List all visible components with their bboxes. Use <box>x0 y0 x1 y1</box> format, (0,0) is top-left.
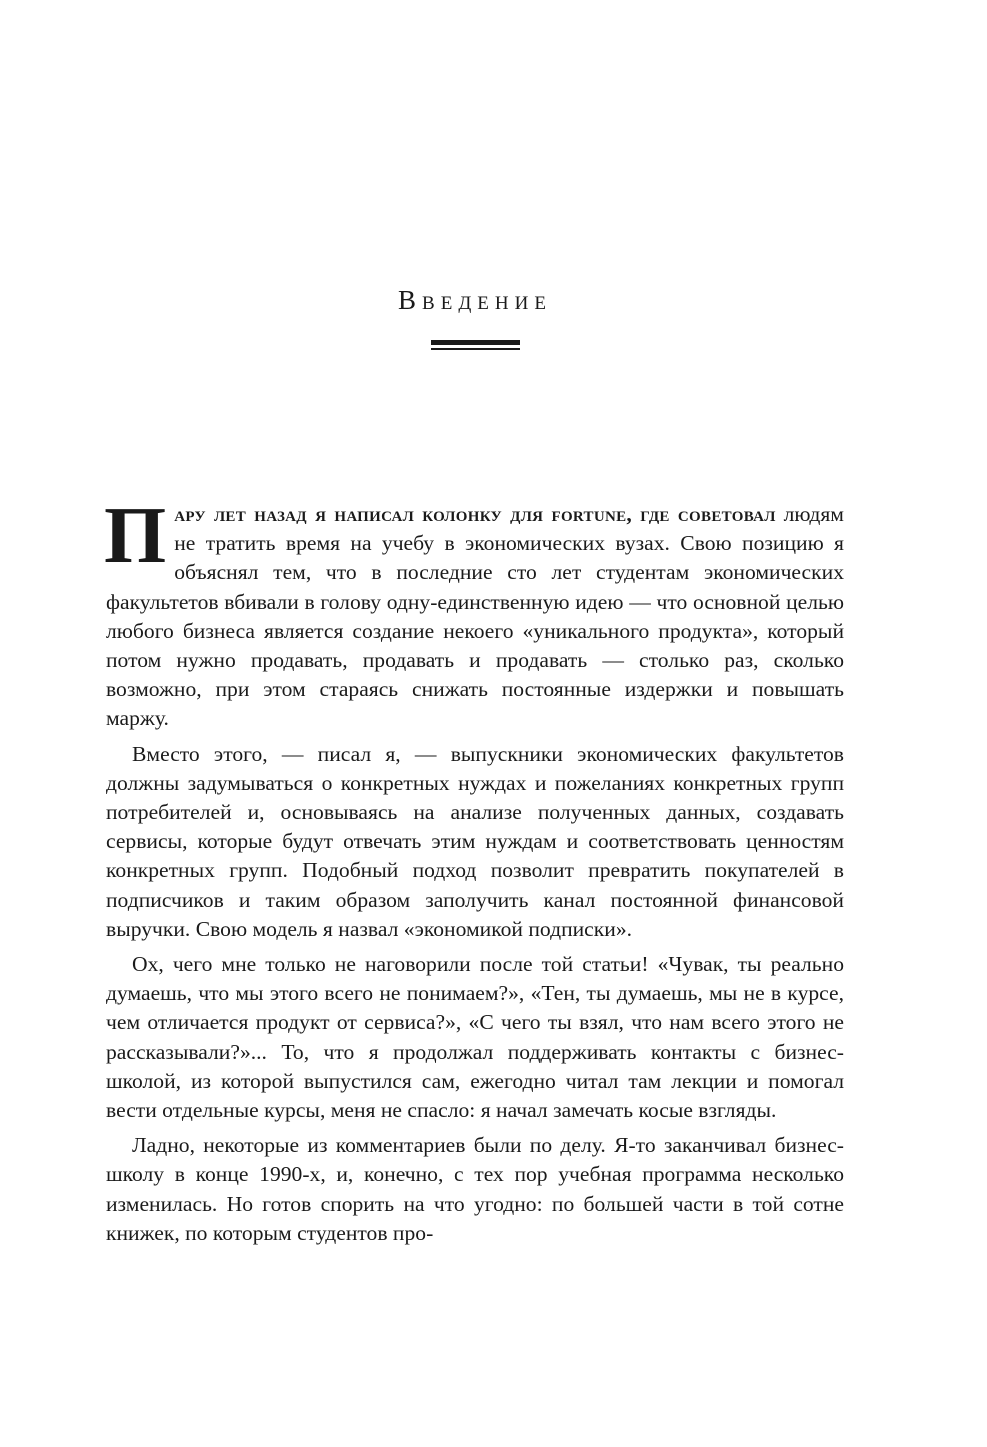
paragraph-2: Вместо этого, — писал я, — выпускники экономических факультетов должны задумываться о конкретных нуждах и пожеланиях конкретных групп потребителей и, основываясь на анализе полученных данных, создавать сервисы, которые будут отвечать этим нуждам и соответствовать ценностям конкретных групп. Подобный подход позволит превратить покупателей в подписчиков и таким образом заполучить канал постоянной финансовой выручки. Свою модель я назвал «экономикой подписки». <box>106 741 844 941</box>
intro-paragraph <box>104 492 844 734</box>
title-rule-thin <box>431 348 520 350</box>
intro-paragraph-text: людям не тратить время на учебу в экономических вузах. Свою позицию я объяснял тем, что в последние сто лет студентам экономических факультетов вбивали в голову одну-единственную идею — что основной целью любого бизнеса является создание некоего «уникального продукта», который потом нужно продавать, продавать и продавать — столько раз, сколько возможно, при этом стараясь снижать постоянные издержки и повышать маржу. <box>106 502 844 731</box>
paragraph-3: Ох, чего мне только не наговорили после той статьи! «Чувак, ты реально думаешь, что мы этого всего не понимаем?», «Тен, ты думаешь, мы не в курсе, чем отличается продукт от сервиса?», «С чего ты взял, что нам всего этого не рассказывали?»... То, что я продолжал поддерживать контакты с бизнес-школой, из которой выпустился сам, ежегодно читал там лекции и помогал вести отдельные курсы, меня не спасло: я начал замечать косые взгляды. <box>106 952 844 1123</box>
chapter-title: Введение <box>398 285 552 315</box>
paragraph-4: Ладно, некоторые из комментариев были по делу. Я-то заканчивал бизнес-школу в конце 1990-х, и, конечно, с тех пор учебная программа несколько изменилась. Но готов спорить на что угодно: по большей части в той сотне книжек, по которым студентов про- <box>106 1133 844 1245</box>
drop-cap: П <box>104 492 167 580</box>
chapter-body <box>104 492 844 1248</box>
title-rule-thick <box>431 340 520 345</box>
lead-in-small-caps: ару лет назад я написал колонку для fortune, где советовал <box>174 502 776 526</box>
